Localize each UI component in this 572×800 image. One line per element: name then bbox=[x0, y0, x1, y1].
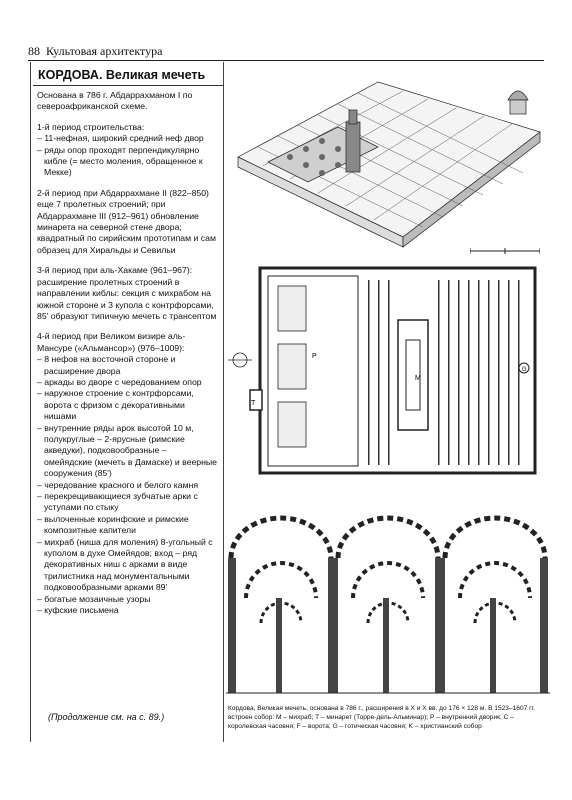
running-header bbox=[28, 44, 162, 59]
list-item: – ряды опор проходят перпендикулярно кибле (= место моления, обращенное к Мекке) bbox=[37, 145, 217, 179]
axonometric-drawing bbox=[228, 62, 548, 252]
period1-heading: 1-й период строительства: bbox=[37, 121, 145, 132]
list-item: – чередование красного и белого камня bbox=[37, 480, 217, 491]
list-item: – аркады во дворе с чередованием опор bbox=[37, 377, 217, 388]
plan-label-g: G bbox=[522, 367, 527, 373]
plan-label-m: M bbox=[415, 375, 421, 382]
list-item: – внутренние ряды арок высотой 10 м, полукруглые – 2-ярусные (римские акведуки), подковообразные – омейядские (мечеть в Дамаске) и веерные сооружения (85') bbox=[37, 423, 217, 480]
text-column bbox=[30, 62, 224, 742]
period1-list bbox=[37, 133, 217, 179]
floor-plan bbox=[228, 260, 548, 480]
period3-paragraph: 3-й период при аль-Хакаме (961–967): расширение пролетных строений в направлении киблы: секция с михрабом на южной стороне и 3 купола с контрфорсами, 85' образуют типичную мечеть с трансептом bbox=[37, 265, 217, 321]
list-item: – наружное строение с контрфорсами, ворота с фризом с декоративными нишами bbox=[37, 388, 217, 422]
list-item: – куфские письмена bbox=[37, 605, 217, 616]
page-number: 88 bbox=[28, 44, 40, 58]
list-item: – 11-нефная, широкий средний неф двор bbox=[37, 133, 217, 144]
plan-label-p: P bbox=[312, 353, 317, 360]
article-body bbox=[31, 86, 223, 616]
list-item: – 8 нефов на восточной стороне и расширение двора bbox=[37, 354, 217, 377]
arcade-interior-drawing bbox=[226, 488, 550, 698]
article-title: КОРДОВА. Великая мечеть bbox=[33, 64, 223, 86]
list-item: – перекрещивающиеся зубчатые арки с уступами по стыку bbox=[37, 491, 217, 514]
intro-paragraph: Основана в 786 г. Абдаррахманом I по североафриканской схеме. bbox=[37, 90, 193, 112]
continuation-note: (Продолжение см. на с. 89.) bbox=[48, 712, 165, 722]
header-rule bbox=[28, 60, 544, 61]
period4-list bbox=[37, 354, 217, 616]
section-title: Культовая архитектура bbox=[46, 44, 163, 58]
period4-heading: 4-й период при Великом визире аль-Мансуре («Альмансор») (976–1009): bbox=[37, 331, 186, 353]
list-item: – михраб (ниша для моления) 8-угольный с куполом в духе Омейядов; вход – ряд декоративных ниш с арками в виде трилистника над монументальными подковообразными арками 89' bbox=[37, 537, 217, 594]
list-item: – вылоченные коринфские и римские композитные капители bbox=[37, 514, 217, 537]
list-item: – богатые мозаичные узоры bbox=[37, 594, 217, 605]
period2-paragraph: 2-й период при Абдаррахмане II (822–850) еще 7 пролетных строений; при Абдаррахмане III (912–961) обновление минарета на северной стене двора; квадратный по сирийским прототипам и сам образец для Хиральды и Севильи bbox=[37, 187, 216, 255]
scale-bar bbox=[470, 248, 540, 254]
plan-label-t: T bbox=[251, 400, 256, 407]
figure-caption: Кордова, Великая мечеть, основана в 786 г., расширения в X и X вв. до 176 × 128 м. В 1523–1607 гг. встроен собор: M – михраб; T – минарет (Торре-дель-Альминар); P – внутренний дворик; C – королевская часовня; F – ворота; G – готическая часовня; K – христианский собор bbox=[228, 705, 535, 730]
